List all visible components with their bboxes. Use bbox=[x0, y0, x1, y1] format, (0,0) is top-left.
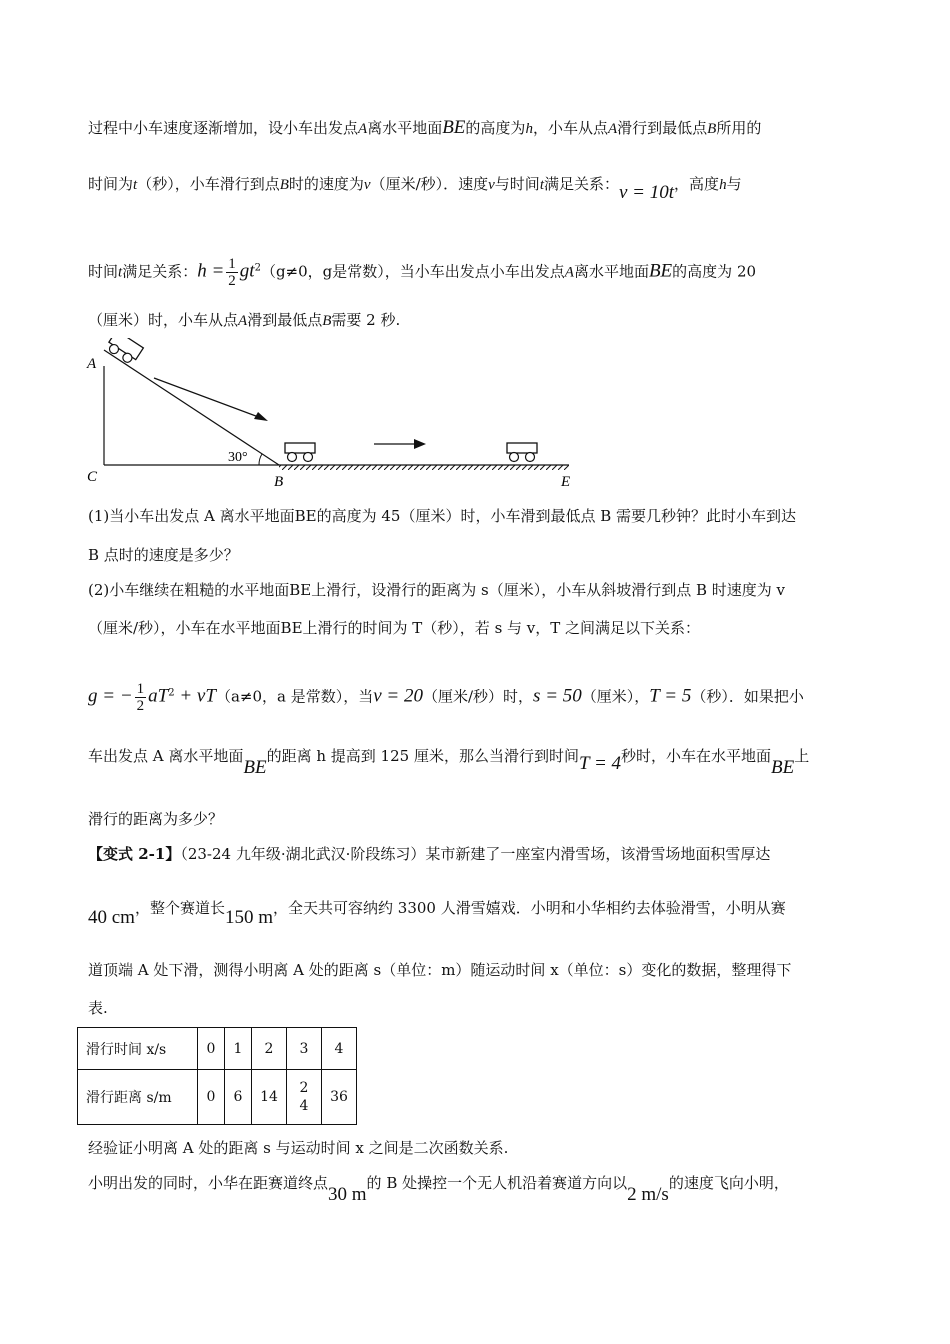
q1-line-1: (1)当小车出发点 A 离水平地面BE的高度为 45（厘米）时，小车滑到最低点 B 需要几秒钟？此时小车到达 bbox=[88, 507, 797, 525]
var-A: A bbox=[238, 313, 248, 329]
data-table bbox=[77, 1027, 357, 1125]
car-at-B bbox=[285, 443, 315, 462]
var-BE: BE bbox=[243, 757, 267, 778]
denominator: 2 bbox=[136, 698, 145, 714]
formula-T4: T = 4 bbox=[578, 753, 622, 774]
label-E: E bbox=[561, 474, 571, 488]
numerator: 1 bbox=[136, 681, 145, 697]
var-v: v bbox=[363, 177, 371, 193]
label-A: A bbox=[87, 356, 97, 372]
text: （厘米）， bbox=[581, 687, 650, 706]
table-cell: 4 bbox=[322, 1028, 357, 1070]
car-on-slope bbox=[105, 338, 144, 366]
text: 需要 2 秒. bbox=[331, 311, 401, 329]
table-cell: 0 bbox=[198, 1070, 225, 1125]
text: ，小车从点 bbox=[532, 119, 608, 137]
text: 与 bbox=[726, 175, 742, 193]
table-cell: 36 bbox=[322, 1070, 357, 1125]
variant-line-3: 道顶端 A 处下滑，测得小明离 A 处的距离 s（单位：m）随运动时间 x（单位：s）变化的数据，整理得下 bbox=[88, 961, 792, 979]
var-t: t bbox=[133, 177, 138, 193]
formula-aT: aT bbox=[148, 685, 169, 707]
table-head: 滑行距离 s/m bbox=[78, 1070, 198, 1125]
table-cell: 2 bbox=[252, 1028, 287, 1070]
table-cell: 3 bbox=[287, 1028, 322, 1070]
formula-h-lhs: h = bbox=[197, 260, 225, 282]
angle-label: 30° bbox=[228, 450, 248, 465]
q2-line-4 bbox=[88, 746, 810, 778]
var-BE: BE bbox=[442, 117, 466, 138]
text: 的高度为 bbox=[465, 119, 526, 137]
var-B: B bbox=[279, 177, 289, 193]
text: （23-24 九年级·湖北武汉·阶段练习）某市新建了一座室内滑雪场，该滑雪场地面积雪厚达 bbox=[180, 845, 771, 863]
text: 的高度为 20 bbox=[672, 262, 757, 281]
formula-g: g = − bbox=[88, 685, 133, 707]
snow-depth: 40 cm bbox=[88, 907, 135, 928]
text: 滑行到最低点 bbox=[617, 119, 708, 137]
table-row bbox=[78, 1028, 357, 1070]
var-t: t bbox=[539, 177, 544, 193]
formula-h-rhs: gt bbox=[239, 260, 255, 282]
text: 与时间 bbox=[494, 175, 540, 193]
text: 上 bbox=[794, 747, 810, 765]
table-row bbox=[78, 1070, 357, 1125]
table-cell: 1 bbox=[225, 1028, 252, 1070]
text: （a≠0，a 是常数），当 bbox=[215, 687, 374, 706]
var-B: B bbox=[707, 121, 717, 137]
var-v: v bbox=[488, 177, 495, 193]
var-h: h bbox=[719, 177, 727, 193]
text: 的速度飞向小明， bbox=[668, 1174, 789, 1192]
after-line-2 bbox=[88, 1173, 789, 1205]
ground-arrow-head bbox=[414, 439, 426, 449]
speed-value: 2 m/s bbox=[627, 1184, 669, 1205]
text: 滑到最低点 bbox=[247, 311, 323, 329]
var-BE: BE bbox=[771, 757, 795, 778]
text: 所用的 bbox=[716, 119, 762, 137]
q1-line-2: B 点时的速度是多少？ bbox=[88, 546, 239, 564]
formula-s-eq: s = 50 bbox=[533, 685, 582, 707]
text: （g≠0，g是常数），当小车出发点小车出发点 bbox=[260, 262, 565, 281]
text: 过程中小车速度逐渐增加，设小车出发点 bbox=[88, 119, 359, 137]
var-B: B bbox=[322, 313, 332, 329]
text: 离水平地面 bbox=[367, 119, 443, 137]
fraction bbox=[135, 681, 147, 714]
text: 满足关系： bbox=[543, 175, 619, 193]
variant-line-4: 表. bbox=[88, 999, 108, 1017]
slope-diagram bbox=[84, 338, 584, 488]
problem-line-4 bbox=[88, 310, 400, 331]
text: （秒）．如果把小 bbox=[691, 687, 804, 706]
table-cell: 0 bbox=[198, 1028, 225, 1070]
exponent: 2 bbox=[168, 687, 175, 699]
text: （厘米/秒）时， bbox=[422, 687, 534, 706]
formula-T-eq: T = 5 bbox=[649, 685, 692, 707]
formula-vT: + vT bbox=[174, 685, 216, 707]
q2-line-5: 滑行的距离为多少？ bbox=[88, 810, 224, 828]
angle-arc bbox=[259, 454, 262, 465]
text: 时间为 bbox=[88, 175, 134, 193]
slope-arrow-head bbox=[254, 412, 268, 421]
text: （秒），小车滑行到点 bbox=[137, 175, 280, 193]
ground-hatch bbox=[279, 465, 569, 470]
var-t: t bbox=[118, 264, 123, 281]
text: （厘米）时，小车从点 bbox=[88, 311, 239, 329]
var-A: A bbox=[564, 264, 574, 281]
text: 离水平地面 bbox=[573, 262, 649, 281]
label-B: B bbox=[274, 474, 284, 488]
formula-v-eq: v = 20 bbox=[373, 685, 423, 707]
q2-line-3 bbox=[88, 681, 804, 714]
table-cell: 14 bbox=[252, 1070, 287, 1125]
text: ，整个赛道长 bbox=[134, 899, 225, 917]
q2-line-2: （厘米/秒），小车在水平地面BE上滑行的时间为 T（秒），若 s 与 v，T 之间满足以下关系： bbox=[88, 619, 701, 637]
var-h: h bbox=[525, 121, 533, 137]
numerator: 1 bbox=[228, 256, 236, 272]
text: 的 B 处操控一个无人机沿着赛道方向以 bbox=[366, 1174, 628, 1192]
var-BE: BE bbox=[648, 260, 673, 282]
table-cell: 2 4 bbox=[287, 1070, 322, 1125]
variant-line-1 bbox=[88, 844, 770, 864]
var-A: A bbox=[358, 121, 368, 137]
car-on-ground bbox=[507, 443, 537, 462]
text: ，高度 bbox=[674, 175, 720, 193]
text: 的距离 h 提高到 125 厘米，那么当滑行到时间 bbox=[266, 747, 579, 765]
var-A: A bbox=[607, 121, 618, 137]
text: 时的速度为 bbox=[288, 175, 364, 193]
table-head: 滑行时间 x/s bbox=[78, 1028, 198, 1070]
exponent: 2 bbox=[254, 262, 261, 274]
variant-line-2 bbox=[88, 898, 786, 928]
fraction bbox=[226, 256, 238, 289]
distance-value: 30 m bbox=[328, 1184, 367, 1205]
variant-tag: 【变式 2-1】 bbox=[88, 845, 181, 863]
after-line-1: 经验证小明离 A 处的距离 s 与运动时间 x 之间是二次函数关系. bbox=[88, 1139, 509, 1157]
slope-line bbox=[104, 350, 279, 465]
denominator: 2 bbox=[228, 273, 236, 289]
text: （厘米/秒）．速度 bbox=[370, 175, 489, 193]
formula-v: v = 10t bbox=[619, 182, 675, 203]
text: 秒时，小车在水平地面 bbox=[621, 747, 772, 765]
text: 小明出发的同时，小华在距赛道终点 bbox=[88, 1174, 329, 1192]
label-C: C bbox=[87, 469, 98, 485]
track-length: 150 m bbox=[224, 907, 274, 928]
text: ，全天共可容纳约 3300 人滑雪嬉戏．小明和小华相约去体验滑雪，小明从赛 bbox=[273, 899, 786, 917]
table-cell: 6 bbox=[225, 1070, 252, 1125]
text: 车出发点 A 离水平地面 bbox=[88, 747, 244, 765]
problem-line-3 bbox=[88, 256, 756, 289]
text: 满足关系： bbox=[122, 262, 198, 281]
problem-line-2 bbox=[88, 174, 742, 203]
q2-line-1: (2)小车继续在粗糙的水平地面BE上滑行，设滑行的距离为 s（厘米），小车从斜坡滑行到点 B 时速度为 v bbox=[88, 581, 785, 599]
problem-line-1 bbox=[88, 118, 761, 139]
slope-arrow bbox=[154, 378, 264, 419]
text: 时间 bbox=[88, 262, 119, 281]
